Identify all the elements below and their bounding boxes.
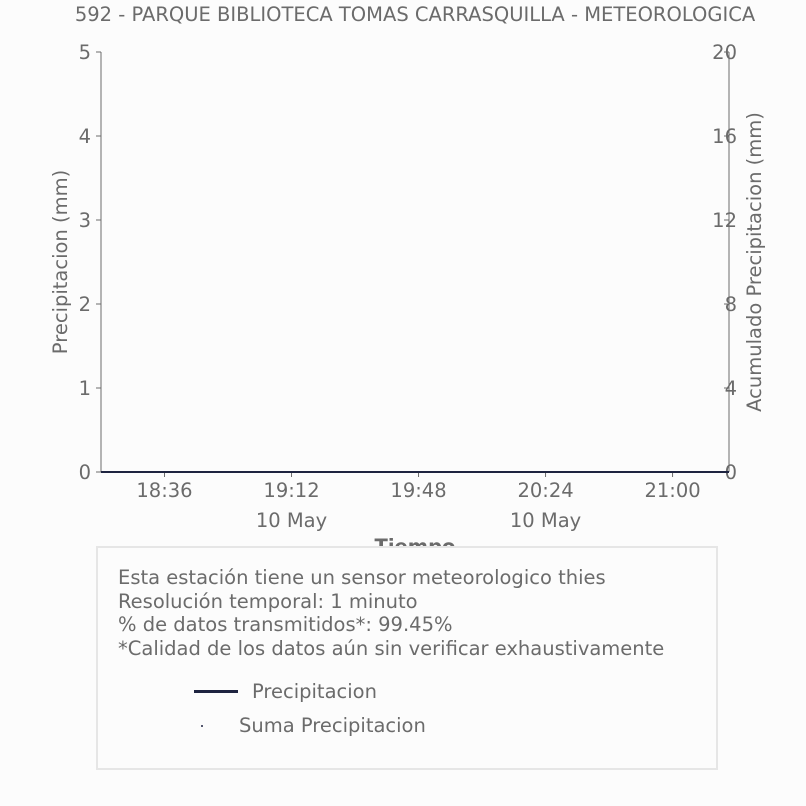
y2-tick-label-4: 16 — [712, 125, 737, 148]
y-tick-label-4: 4 — [78, 125, 91, 148]
x-tick-sublabel-3: 10 May — [509, 509, 582, 532]
x-tick-label-4: 21:00 — [644, 479, 701, 502]
x-tick-label-3: 20:24 — [517, 479, 574, 502]
legend-line-swatch — [194, 690, 238, 693]
x-tick-label-1: 19:12 — [263, 479, 320, 502]
axes — [79, 41, 737, 532]
info-text — [118, 566, 664, 660]
x-tick-sublabel-1: 10 May — [255, 509, 328, 532]
info-line-quality-note: *Calidad de los datos aún sin verificar exhaustivamente — [118, 636, 665, 660]
y2-tick-label-1: 4 — [724, 377, 737, 400]
y-tick-label-3: 3 — [78, 209, 91, 232]
info-line-resolution: Resolución temporal: 1 minuto — [118, 589, 418, 613]
info-line-sensor: Esta estación tiene un sensor meteorologico thies — [118, 566, 606, 589]
y2-tick-label-5: 20 — [712, 41, 737, 64]
y-tick-label-0: 0 — [78, 461, 91, 484]
legend-dot-swatch — [201, 725, 203, 727]
chart-title: 592 - PARQUE BIBLIOTECA TOMAS CARRASQUILLA - METEOROLOGICA — [74, 3, 756, 26]
x-tick-label-0: 18:36 — [136, 479, 193, 502]
y2-tick-label-0: 0 — [724, 461, 737, 484]
legend-label-precipitacion: Precipitacion — [252, 680, 377, 703]
y-tick-label-5: 5 — [78, 41, 91, 64]
y2-tick-label-2: 8 — [724, 293, 737, 316]
y-tick-label-1: 1 — [78, 377, 91, 400]
y-axis-label: Precipitacion (mm) — [49, 169, 72, 355]
x-tick-label-2: 19:48 — [390, 479, 447, 502]
y2-axis-label: Acumulado Precipitacion (mm) — [743, 112, 766, 412]
y-tick-label-2: 2 — [78, 293, 91, 316]
legend-label-suma-precipitacion: Suma Precipitacion — [239, 714, 426, 737]
info-box — [96, 546, 718, 770]
legend-item-suma-precipitacion — [201, 714, 426, 737]
legend-item-precipitacion — [194, 680, 377, 703]
y2-tick-label-3: 12 — [712, 209, 737, 232]
info-line-transmitted: % de datos transmitidos*: 99.45% — [118, 613, 453, 636]
